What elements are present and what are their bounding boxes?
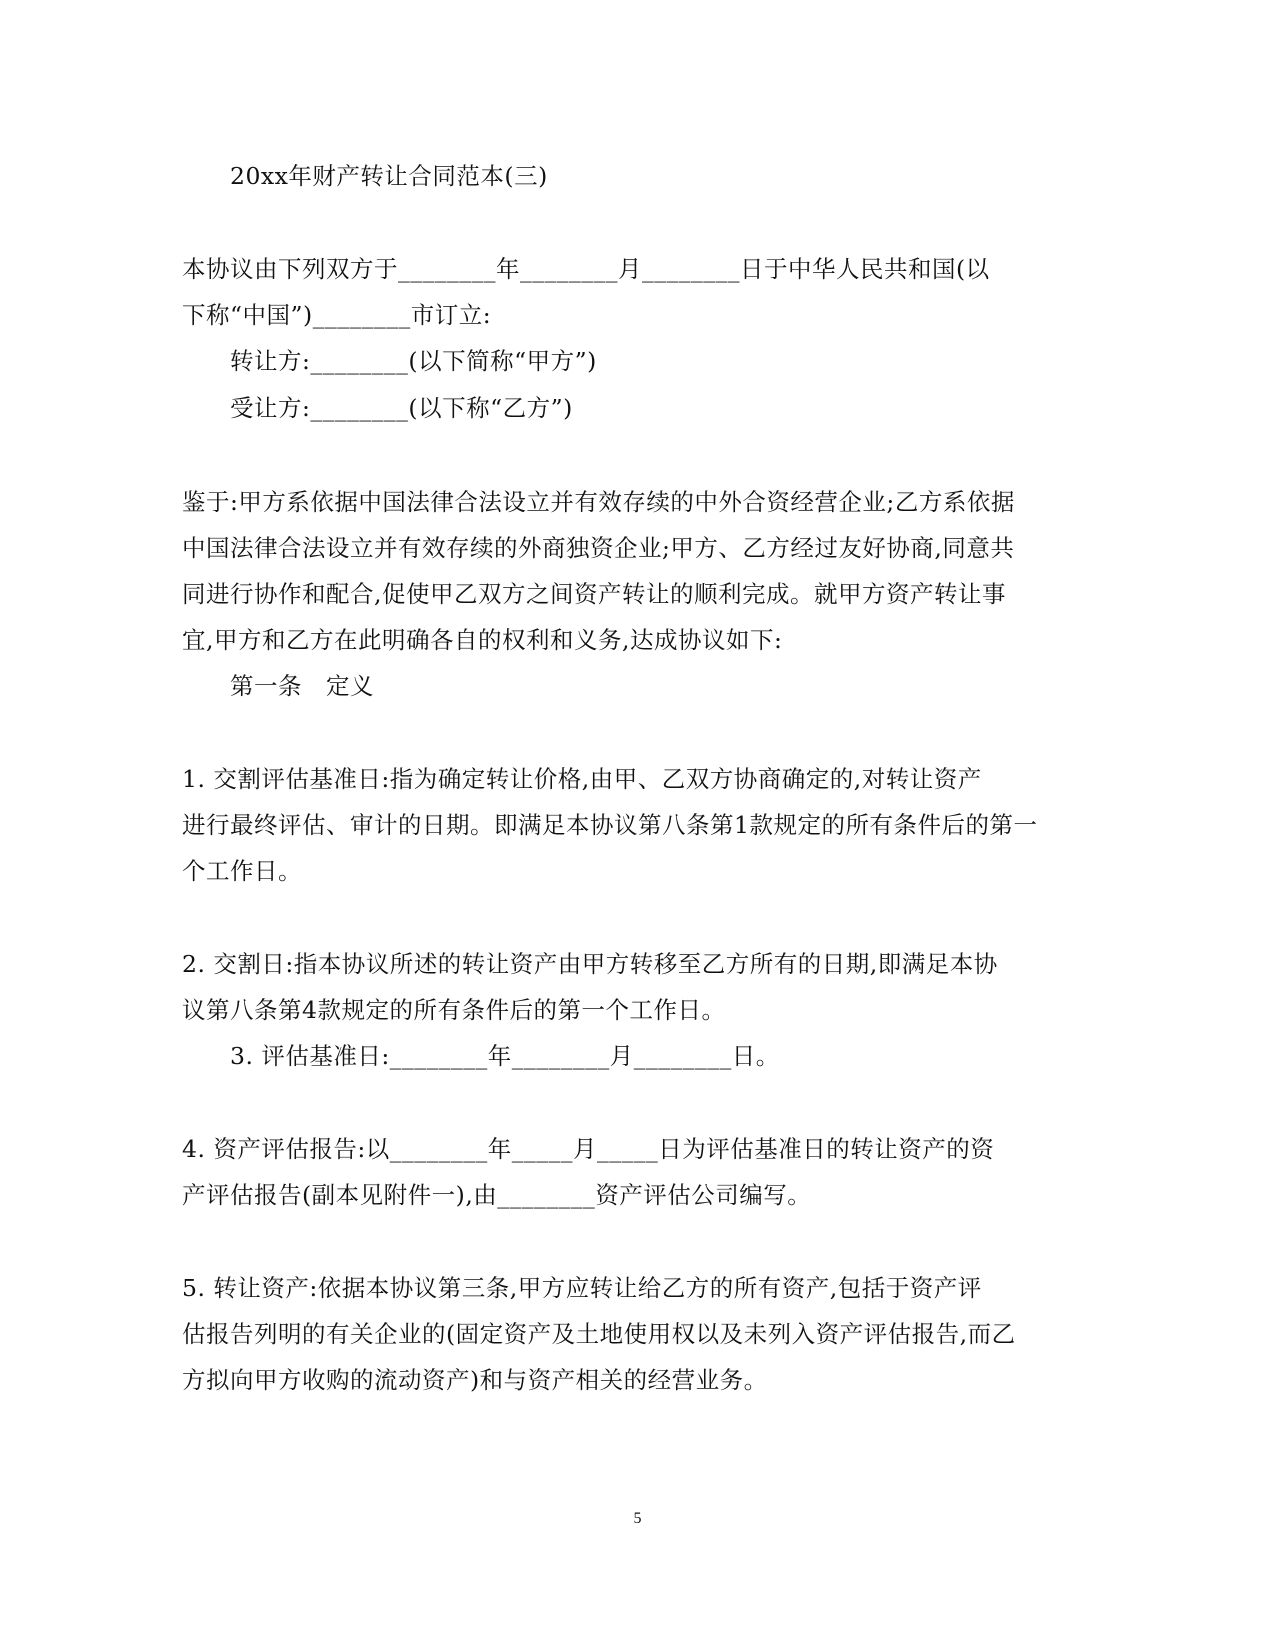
paragraph-line: 3. 评估基准日:________年________月________日。 xyxy=(230,1042,780,1070)
paragraph-line: 5. 转让资产:依据本协议第三条,甲方应转让给乙方的所有资产,包括于资产评 xyxy=(182,1274,982,1302)
paragraph-line: 1. 交割评估基准日:指为确定转让价格,由甲、乙双方协商确定的,对转让资产 xyxy=(182,765,982,793)
paragraph-line: 宜,甲方和乙方在此明确各自的权利和义务,达成协议如下: xyxy=(182,626,783,654)
paragraph-line: 转让方:________(以下简称“甲方”) xyxy=(230,347,597,375)
paragraph-line: 进行最终评估、审计的日期。即满足本协议第八条第1款规定的所有条件后的第一 xyxy=(182,811,1038,839)
paragraph-line: 个工作日。 xyxy=(182,857,302,885)
paragraph-line: 4. 资产评估报告:以________年_____月_____日为评估基准日的转让资产的资 xyxy=(182,1135,995,1163)
paragraph-line: 鉴于:甲方系依据中国法律合法设立并有效存续的中外合资经营企业;乙方系依据 xyxy=(182,488,1015,516)
paragraph-line: 受让方:________(以下称“乙方”) xyxy=(230,394,573,422)
paragraph-line: 同进行协作和配合,促使甲乙双方之间资产转让的顺利完成。就甲方资产转让事 xyxy=(182,580,1006,608)
paragraph-line: 本协议由下列双方于________年________月________日于中华人民共和国(以 xyxy=(182,255,990,283)
paragraph-line: 产评估报告(副本见附件一),由________资产评估公司编写。 xyxy=(182,1181,812,1209)
paragraph-line: 中国法律合法设立并有效存续的外商独资企业;甲方、乙方经过友好协商,同意共 xyxy=(182,534,1015,562)
paragraph-line: 估报告列明的有关企业的(固定资产及土地使用权以及未列入资产评估报告,而乙 xyxy=(182,1320,1016,1348)
document-title: 20xx年财产转让合同范本(三) xyxy=(230,162,548,190)
paragraph-line: 议第八条第4款规定的所有条件后的第一个工作日。 xyxy=(182,996,726,1024)
paragraph-line: 下称“中国”)________市订立: xyxy=(182,301,492,329)
paragraph-line: 2. 交割日:指本协议所述的转让资产由甲方转移至乙方所有的日期,即满足本协 xyxy=(182,950,998,978)
section-heading: 第一条 定义 xyxy=(230,672,374,700)
paragraph-line: 方拟向甲方收购的流动资产)和与资产相关的经营业务。 xyxy=(182,1366,768,1394)
page-number: 5 xyxy=(633,1510,642,1527)
